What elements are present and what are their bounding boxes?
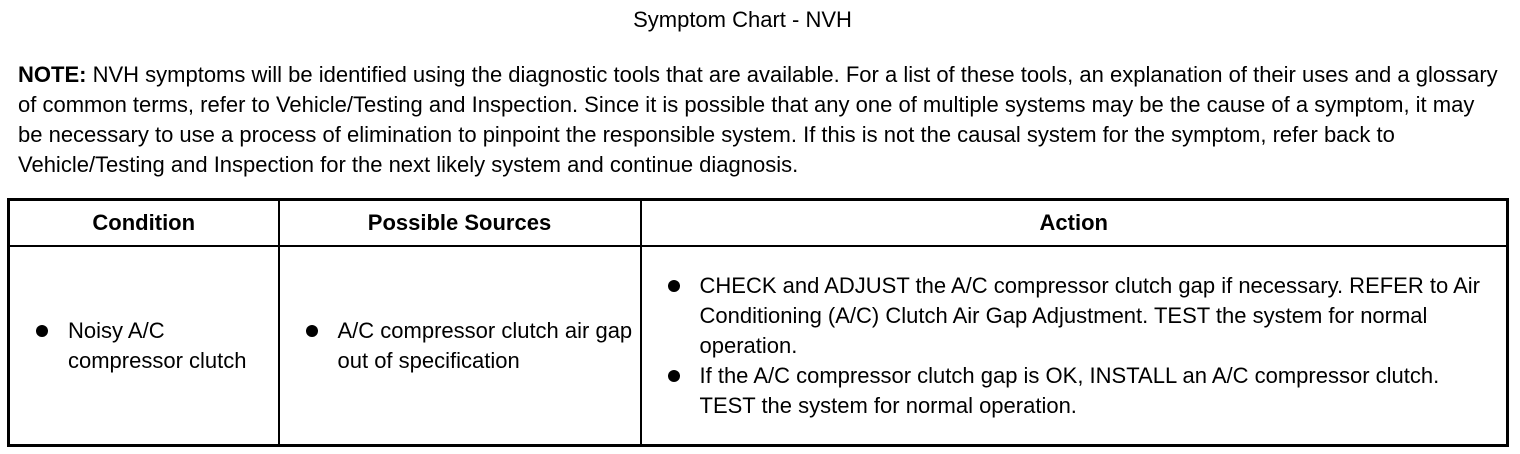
note-label: NOTE: xyxy=(18,62,87,87)
bullet-icon xyxy=(668,280,680,292)
header-action: Action xyxy=(641,200,1508,247)
table-row xyxy=(9,246,1508,446)
bullet-icon xyxy=(36,325,48,337)
bullet-icon xyxy=(668,370,680,382)
condition-item xyxy=(36,316,272,376)
condition-text: Noisy A/C compressor clutch xyxy=(68,317,247,373)
source-cell xyxy=(279,246,641,446)
symptom-table xyxy=(7,198,1509,447)
condition-cell xyxy=(9,246,279,446)
header-condition: Condition xyxy=(9,200,279,247)
source-item xyxy=(306,316,634,376)
action-cell xyxy=(641,246,1508,446)
header-possible-sources: Possible Sources xyxy=(279,200,641,247)
page-title: Symptom Chart - NVH xyxy=(633,7,852,32)
table-header-row xyxy=(9,200,1508,247)
source-text: A/C compressor clutch air gap out of specification xyxy=(337,317,633,373)
action-item xyxy=(668,361,1501,421)
note-text: NVH symptoms will be identified using the diagnostic tools that are available. For a list of these tools, an explanation of their uses and a glossary of common terms, refer to Vehicle/Testing and Inspection. Since it is possible that any one of multiple systems may be the cause of a symptom, it may be necessary to use a process of elimination to pinpoint the responsible system. If this is not the causal system for the symptom, refer back to Vehicle/Testing and Inspection for the next likely system and continue diagnosis. xyxy=(18,62,1498,177)
action-item xyxy=(668,271,1501,361)
action-text: CHECK and ADJUST the A/C compressor clutch gap if necessary. REFER to Air Conditioning (A/C) Clutch Air Gap Adjustment. TEST the system for normal operation. xyxy=(699,272,1480,358)
action-text: If the A/C compressor clutch gap is OK, INSTALL an A/C compressor clutch. TEST the system for normal operation. xyxy=(699,362,1440,418)
note-paragraph xyxy=(18,60,1498,180)
bullet-icon xyxy=(306,325,318,337)
